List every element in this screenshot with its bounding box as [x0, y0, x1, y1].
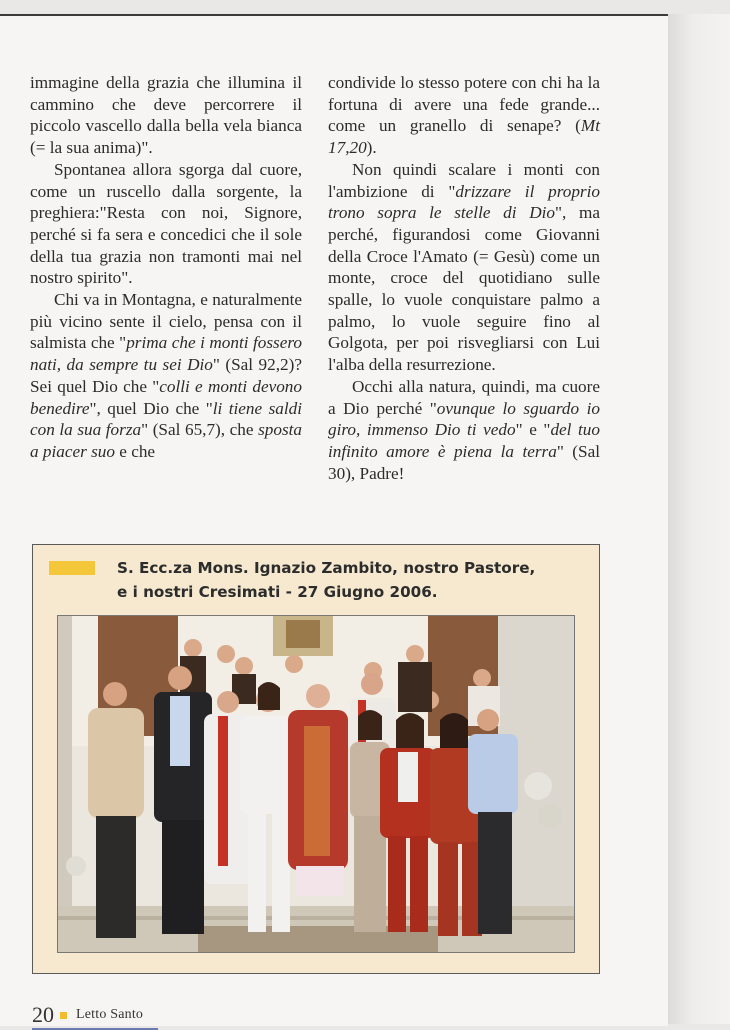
group-photo [57, 615, 575, 953]
text-column-left [30, 72, 302, 463]
paragraph: Occhi alla natura, quindi, ma cuore a Dio perché "ovunque lo sguardo io giro, immenso Dio ti vedo" e "del tuo infinito amore è piena la terra" (Sal 30), Padre! [328, 376, 600, 483]
photo-caption [117, 556, 587, 604]
magazine-page [0, 14, 668, 1026]
text-column-right [328, 72, 600, 484]
caption-line: S. Ecc.za Mons. Ignazio Zambito, nostro Pastore, [117, 559, 536, 577]
caption-line: e i nostri Cresimati - 27 Giugno 2006. [117, 583, 438, 601]
page-number: 20 [32, 1002, 54, 1027]
page-edge [668, 14, 730, 1024]
paragraph: condivide lo stesso potere con chi ha la fortuna di avere una fede grande... come un granello di senape? (Mt 17,20). [328, 73, 600, 158]
paragraph: Spontanea allora sgorga dal cuore, come un ruscello dalla sorgente, la preghiera:"Resta con noi, Signore, perché si fa sera e concedici che il sole della tua grazia non tramonti mai nel nostro spirito". [30, 159, 302, 288]
page-footer [32, 1002, 143, 1030]
group-photo-illustration [58, 616, 575, 953]
photo-box [32, 544, 600, 974]
paragraph: immagine della grazia che illumina il cammino che deve percorrere il piccolo vascello dalla bella vela bianca (= la sua anima)". [30, 73, 302, 158]
magazine-name: Letto Santo [76, 1007, 144, 1022]
paragraph: Non quindi scalare i monti con l'ambizione di "drizzare il proprio trono sopra le stelle di Dio", ma perché, figurandosi come Giovanni della Croce l'Amato (= Gesù) come un monte, croce del quotidiano sulle spalle, lo vuole conquistare palmo a palmo, lo vuole seguire fino al Golgota, per poi risvegliarsi con Lui l'alba della resurrezione. [328, 159, 601, 375]
paragraph: Chi va in Montagna, e naturalmente più vicino sente il cielo, pensa con il salmista che "prima che i monti fossero nati, da sempre tu sei Dio" (Sal 92,2)? Sei quel Dio che "colli e monti devono benedire", quel Dio che "li tiene saldi con la sua forza" (Sal 65,7), che sposta a piacer suo e che [30, 290, 303, 461]
footer-bullet [60, 1012, 67, 1019]
accent-tag [49, 561, 95, 575]
footer-rule [32, 1028, 158, 1030]
